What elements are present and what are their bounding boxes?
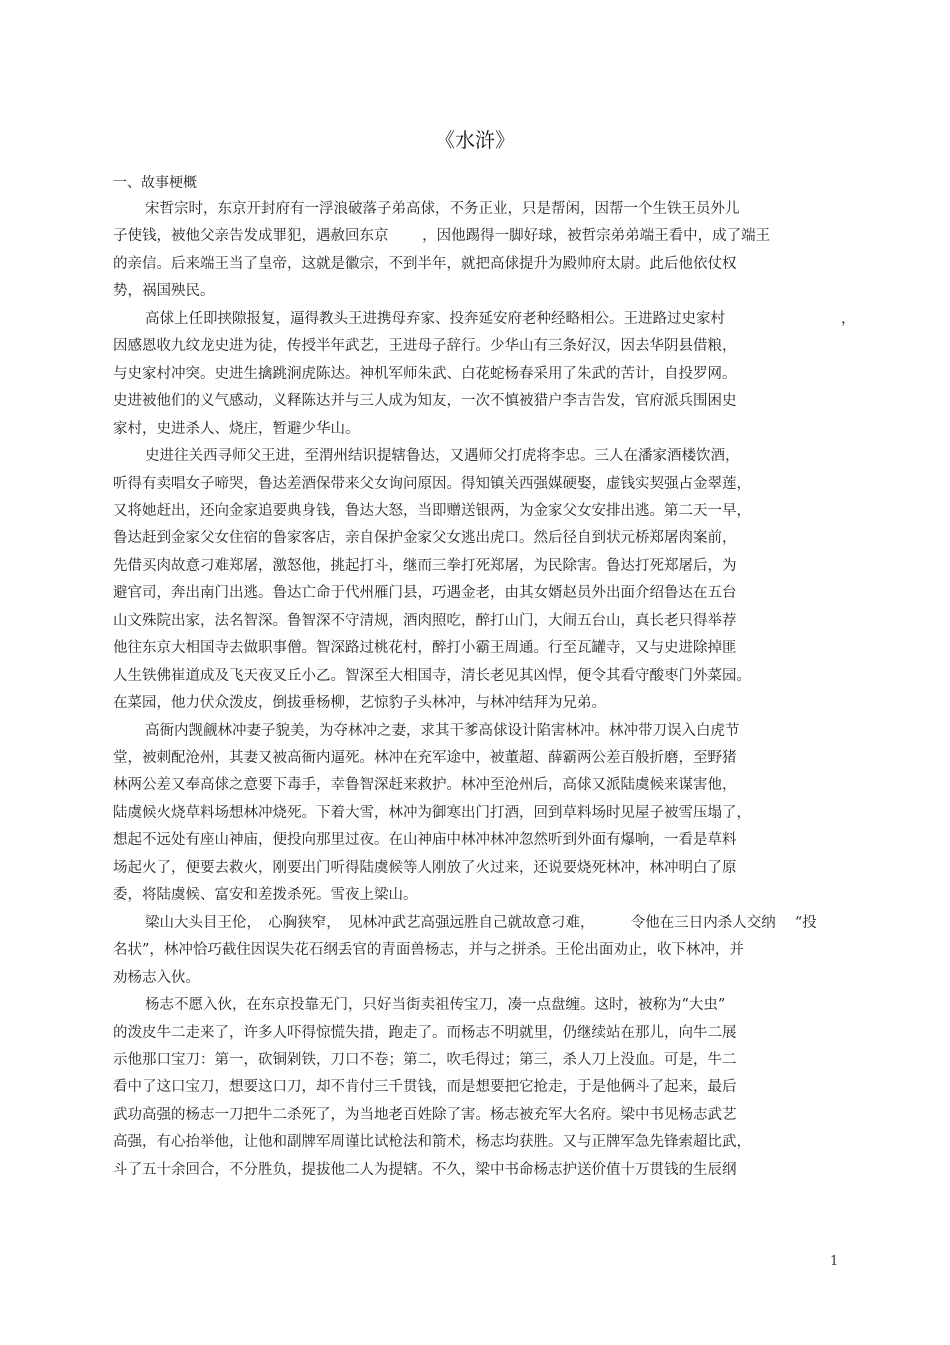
- text-line: 山文殊院出家，法名智深。鲁智深不守清规，酒肉照吃，醉打山门，大闹五台山，真长老只得举荐: [113, 612, 737, 629]
- text-line: 势，祸国殃民。: [113, 283, 215, 300]
- text-line: 斗了五十余回合，不分胜负，提拔他二人为提辖。不久，梁中书命杨志护送价值十万贯钱的生辰纲: [113, 1161, 737, 1178]
- text-line: 武功高强的杨志一刀把牛二杀死了，为当地老百姓除了害。杨志被充军大名府。梁中书见杨志武艺: [113, 1106, 737, 1123]
- text-line: 他往东京大相国寺去做职事僧。智深路过桃花村，醉打小霸王周通。行至瓦罐寺，又与史进除掉匪: [113, 640, 737, 657]
- text-line: 子使钱，被他父亲告发成罪犯，遇赦回东京 ，因他踢得一脚好球，被哲宗弟弟端王看中，成了端王: [113, 228, 771, 245]
- text-line: 陆虞候火烧草料场想林冲烧死。下着大雪，林冲为御寒出门打酒，回到草料场时见屋子被雪压塌了，: [113, 804, 751, 821]
- page-title: 《水浒》: [435, 128, 515, 152]
- text-line: 因感恩收九纹龙史进为徒，传授半年武艺，王进母子辞行。少华山有三条好汉，因去华阴县借粮，: [113, 338, 737, 355]
- text-line: 听得有卖唱女子啼哭，鲁达差酒保带来父女询问原因。得知镇关西强媒硬娶，虚钱实契强占金翠莲，: [113, 475, 751, 492]
- text-line: 示他那口宝刀：第一，砍铜剁铁，刀口不卷；第二，吹毛得过；第三，杀人刀上没血。可是，牛二: [113, 1051, 737, 1068]
- text-line: 委，将陆虞候、富安和差拨杀死。雪夜上梁山。: [113, 887, 418, 904]
- text-line: 史进往关西寻师父王进，至渭州结识提辖鲁达，又遇师父打虎将李忠。三人在潘家酒楼饮酒，: [145, 448, 740, 465]
- text-line: 的泼皮牛二走来了，许多人吓得惊慌失措，跑走了。而杨志不明就里，仍继续站在那儿，向牛二展: [113, 1024, 737, 1041]
- text-line: 林两公差又奉高俅之意要下毒手，幸鲁智深赶来救护。林冲至沧州后，高俅又派陆虞候来谋害他，: [113, 777, 737, 794]
- text-line: 高强，有心抬举他，让他和副牌军周谨比试枪法和箭术，杨志均获胜。又与正牌军急先锋索超比武，: [113, 1134, 751, 1151]
- text-line: 想起不远处有座山神庙，便投向那里过夜。在山神庙中林冲林冲忽然听到外面有爆响，一看是草料: [113, 832, 737, 849]
- text-line: 梁山大头目王伦， 心胸狭窄， 见林冲武艺高强远胜自己就故意刁难， 令他在三日内杀人交纳 “投: [145, 914, 817, 931]
- text-line: 高俅上任即挟隙报复，逼得教头王进携母弃家、投奔延安府老种经略相公。王进路过史家村 ，: [145, 310, 856, 327]
- text-line: 看中了这口宝刀，想要这口刀，却不肯付三千贯钱，而是想要把它抢走，于是他俩斗了起来，最后: [113, 1079, 737, 1096]
- text-line: 先借买肉故意刁难郑屠，激怒他，挑起打斗，继而三拳打死郑屠，为民除害。鲁达打死郑屠后，为: [113, 557, 737, 574]
- text-line: 在菜园，他力伏众泼皮，倒拔垂杨柳，艺惊豹子头林冲，与林冲结拜为兄弟。: [113, 695, 606, 712]
- text-line: 名状”，林冲恰巧截住因误失花石纲丢官的青面兽杨志，并与之拼杀。王伦出面劝止，收下林冲，并: [113, 942, 744, 959]
- text-line: 劝杨志入伙。: [113, 969, 200, 986]
- text-line: 与史家村冲突。史进生擒跳涧虎陈达。神机军师朱武、白花蛇杨春采用了朱武的苦计，自投罗网。: [113, 365, 737, 382]
- page-number: 1: [830, 1254, 839, 1269]
- text-line: 又将她赶出，还向金家追要典身钱，鲁达大怒，当即赠送银两，为金家父女安排出逃。第二天一早，: [113, 502, 751, 519]
- text-line: 家村，史进杀人、烧庄，暂避少华山。: [113, 420, 360, 437]
- text-line: 的亲信。后来端王当了皇帝，这就是徽宗，不到半年，就把高俅提升为殿帅府太尉。此后他依仗权: [113, 255, 737, 272]
- text-line: 鲁达赶到金家父女住宿的鲁家客店，亲自保护金家父女逃出虎口。然后径自到状元桥郑屠肉案前，: [113, 530, 737, 547]
- text-line: 史进被他们的义气感动，义释陈达并与三人成为知友，一次不慎被猎户李吉告发，官府派兵围困史: [113, 393, 737, 410]
- text-line: 避官司，奔出南门出逃。鲁达亡命于代州雁门县，巧遇金老，由其女婿赵员外出面介绍鲁达在五台: [113, 585, 737, 602]
- text-line: 宋哲宗时，东京开封府有一浮浪破落子弟高俅，不务正业，只是帮闲，因帮一个生铁王员外儿: [145, 201, 740, 217]
- text-line: 人生铁佛崔道成及飞天夜叉丘小乙。智深至大相国寺，清长老见其凶悍，便令其看守酸枣门外菜园。: [113, 667, 751, 684]
- text-line: 场起火了，便要去救火，刚要出门听得陆虞候等人刚放了火过来，还说要烧死林冲，林冲明白了原: [113, 859, 737, 876]
- section-heading: 一、故事梗概: [113, 175, 197, 191]
- text-line: 高衙内觊觎林冲妻子貌美，为夺林冲之妻，求其干爹高俅设计陷害林冲。林冲带刀误入白虎节: [145, 722, 740, 739]
- text-line: 杨志不愿入伙，在东京投靠无门，只好当街卖祖传宝刀，凑一点盘缠。这时，被称为“大虫”: [145, 997, 726, 1014]
- text-line: 堂，被刺配沧州，其妻又被高衙内逼死。林冲在充军途中，被董超、薛霸两公差百般折磨，至野猪: [113, 750, 737, 766]
